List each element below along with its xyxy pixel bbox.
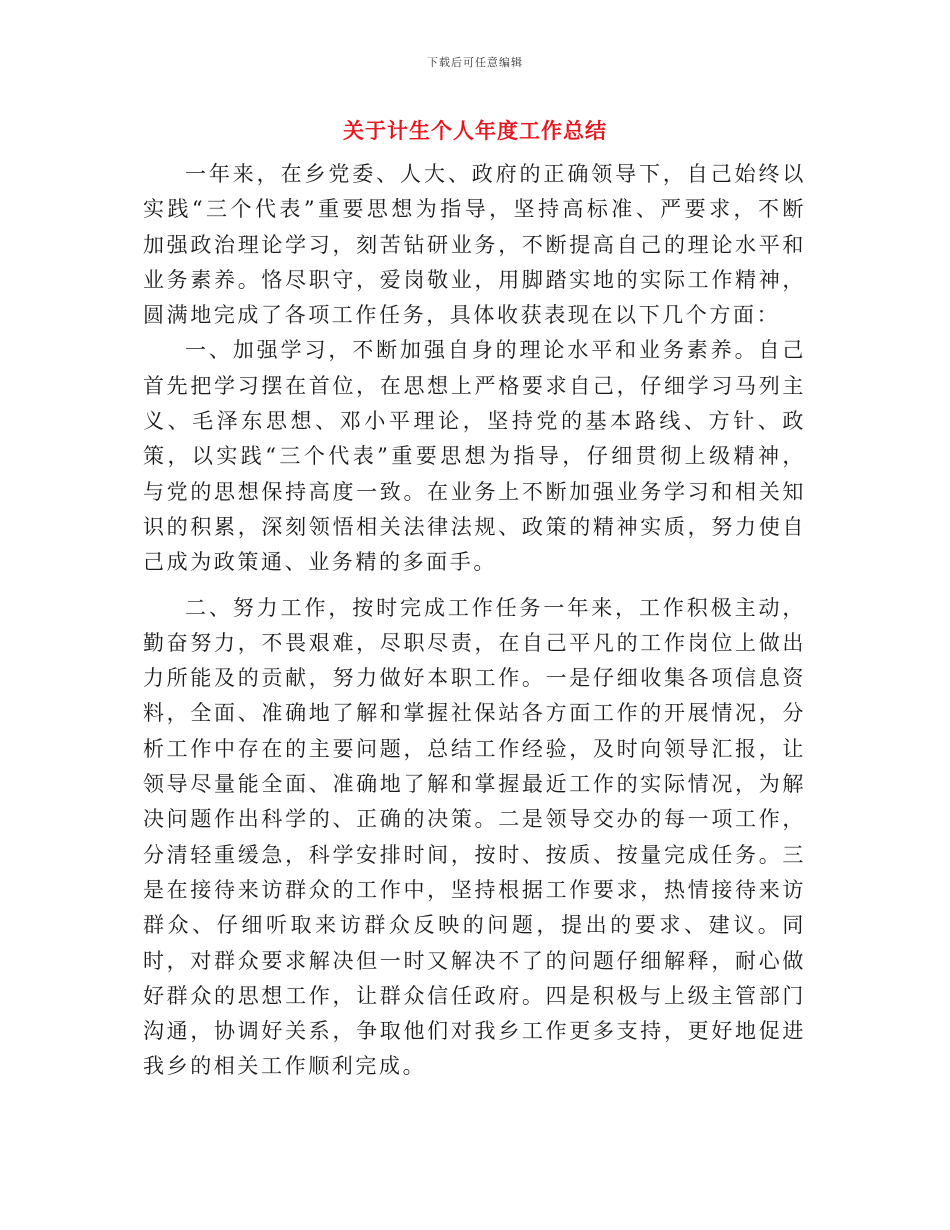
paragraph-section-1: 一、加强学习，不断加强自身的理论水平和业务素养。自己首先把学习摆在首位，在思想上严格要求自己，仔细学习马列主义、毛泽东思想、邓小平理论，坚持党的基本路线、方针、政策，以实践“三个代表”重要思想为指导，仔细贯彻上级精神，与党的思想保持高度一致。在业务上不断加强业务学习和相关知识的积累，深刻领悟相关法律法规、政策的精神实质，努力使自己成为政策通、业务精的多面手。 (143, 338, 806, 575)
paragraph-intro: 一年来，在乡党委、人大、政府的正确领导下，自己始终以实践“三个代表”重要思想为指导，坚持高标准、严要求，不断加强政治理论学习，刻苦钻研业务，不断提高自己的理论水平和业务素养。恪尽职守，爱岗敬业，用脚踏实地的实际工作精神，圆满地完成了各项工作任务，具体收获表现在以下几个方面： (143, 162, 806, 328)
paragraph-section-2: 二、努力工作，按时完成工作任务一年来，工作积极主动，勤奋努力，不畏艰难，尽职尽责，在自己平凡的工作岗位上做出力所能及的贡献，努力做好本职工作。一是仔细收集各项信息资料，全面、准确地了解和掌握社保站各方面工作的开展情况，分析工作中存在的主要问题，总结工作经验，及时向领导汇报，让领导尽量能全面、准确地了解和掌握最近工作的实际情况，为解决问题作出科学的、正确的决策。二是领导交办的每一项工作，分清轻重缓急，科学安排时间，按时、按质、按量完成任务。三是在接待来访群众的工作中，坚持根据工作要求，热情接待来访群众、仔细听取来访群众反映的问题，提出的要求、建议。同时，对群众要求解决但一时又解决不了的问题仔细解释，耐心做好群众的思想工作，让群众信任政府。四是积极与上级主管部门沟通，协调好关系，争取他们对我乡工作更多支持，更好地促进我乡的相关工作顺利完成。 (143, 595, 806, 1079)
header-note: 下载后可任意编辑 (427, 56, 523, 69)
document-title: 关于计生个人年度工作总结 (343, 119, 607, 143)
document-body (143, 157, 806, 1085)
